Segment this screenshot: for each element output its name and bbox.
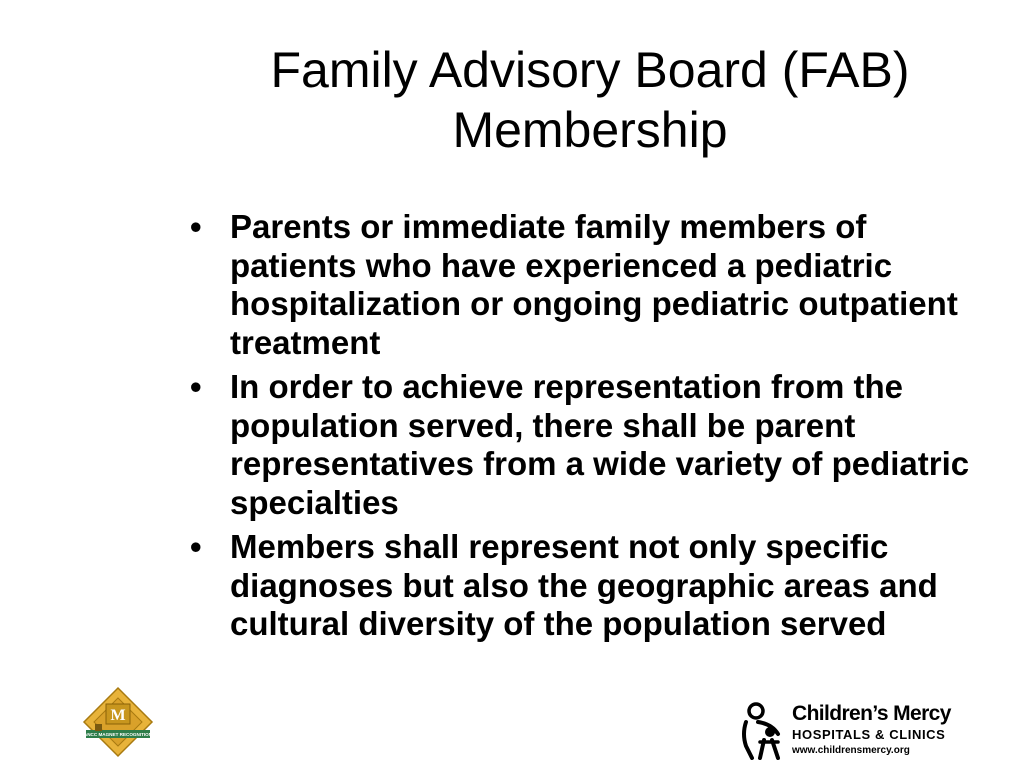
- bullet-text: Members shall represent not only specific diagnoses but also the geographic areas and cultural diversity of the population served: [230, 528, 938, 642]
- bullet-icon: •: [190, 528, 202, 565]
- bullet-icon: •: [190, 208, 202, 245]
- childrens-mercy-subtitle: HOSPITALS & CLINICS: [792, 727, 946, 742]
- bullet-icon: •: [190, 368, 202, 405]
- bullet-item: [188, 528, 978, 644]
- svg-text:M: M: [110, 707, 126, 724]
- bullet-text: Parents or immediate family members of patients who have experienced a pediatric hospitalization or ongoing pediatric outpatient treatment: [230, 208, 958, 361]
- parent-child-figure-icon: [738, 702, 788, 760]
- bullet-list: [188, 208, 978, 650]
- title-line-2: Membership: [452, 102, 728, 158]
- magnet-recognition-logo: [82, 686, 154, 758]
- title-line-1: Family Advisory Board (FAB): [270, 42, 910, 98]
- bullet-item: [188, 368, 978, 522]
- childrens-mercy-url: www.childrensmercy.org: [792, 745, 910, 756]
- magnet-emblem-icon: [82, 686, 154, 758]
- slide-title: [180, 40, 1000, 160]
- bullet-text: In order to achieve representation from the population served, there shall be parent representatives from a wide variety of pediatric specialties: [230, 368, 970, 521]
- svg-text:ANCC MAGNET RECOGNITION: ANCC MAGNET RECOGNITION: [83, 732, 153, 737]
- bullet-item: [188, 208, 978, 362]
- childrens-mercy-logo: [738, 700, 958, 762]
- childrens-mercy-name: Children’s Mercy: [792, 702, 951, 725]
